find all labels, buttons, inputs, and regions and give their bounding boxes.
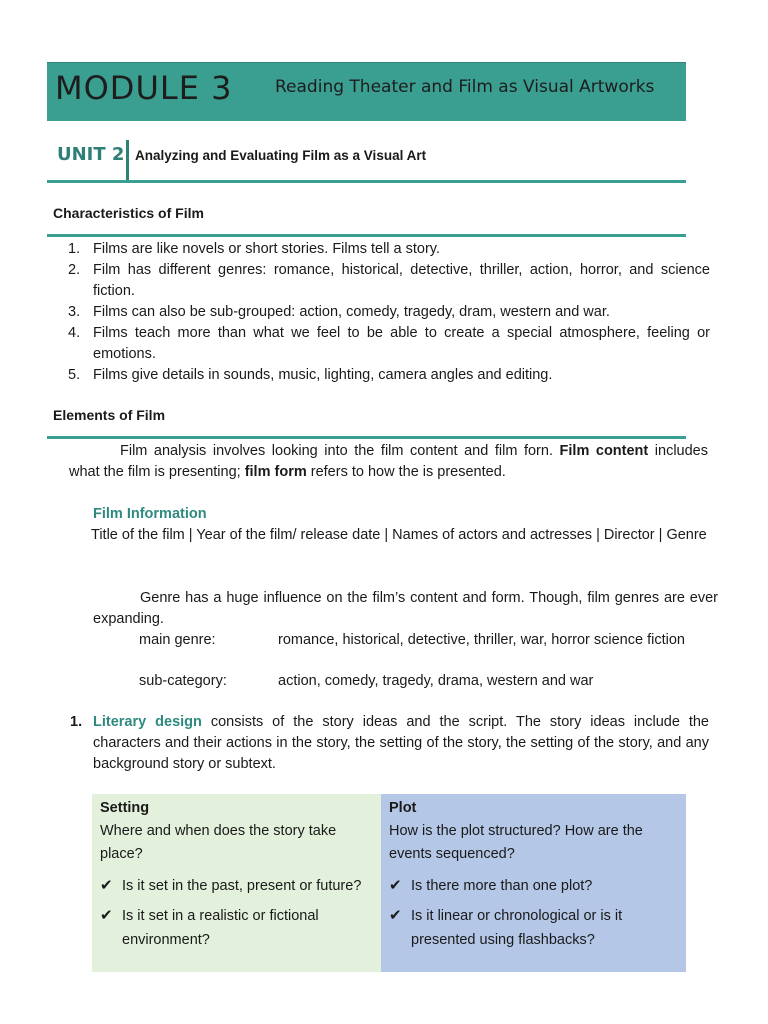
main-genre-value: romance, historical, detective, thriller, war, horror science fiction bbox=[278, 632, 685, 648]
sub-category-label: sub-category: bbox=[139, 673, 227, 689]
list-item: 3. Films can also be sub-grouped: action, comedy, tragedy, dram, western and war. bbox=[68, 304, 610, 320]
checkmark-icon: ✔ bbox=[389, 877, 402, 894]
plot-checklist bbox=[389, 874, 678, 952]
list-item: 4. Films teach more than what we feel to be able to create a special atmosphere, feeling or emotions. bbox=[68, 325, 710, 362]
checkmark-icon: ✔ bbox=[389, 907, 402, 924]
list-item: ✔ Is it set in the past, present or future? bbox=[100, 874, 373, 898]
setting-plot-table bbox=[92, 794, 686, 972]
setting-checklist bbox=[100, 874, 373, 952]
list-item: 5. Films give details in sounds, music, lighting, camera angles and editing. bbox=[68, 367, 553, 383]
unit-label: UNIT 2 bbox=[57, 144, 125, 165]
main-genre-label: main genre: bbox=[139, 632, 216, 648]
setting-question: Where and when does the story take place? bbox=[100, 823, 337, 862]
plot-question: How is the plot structured? How are the events sequenced? bbox=[389, 823, 643, 862]
setting-cell bbox=[92, 794, 381, 972]
characteristics-heading: Characteristics of Film bbox=[53, 205, 204, 221]
list-item: ✔ Is it set in a realistic or fictional environment? bbox=[100, 904, 373, 952]
literary-number: 1. bbox=[70, 714, 83, 730]
list-item: 2. Film has different genres: romance, historical, detective, thriller, action, horror, and science fiction. bbox=[68, 262, 710, 299]
module-banner bbox=[47, 62, 686, 121]
module-title: MODULE 3 bbox=[55, 69, 233, 107]
plot-heading: Plot bbox=[389, 800, 417, 816]
setting-heading: Setting bbox=[100, 800, 150, 816]
module-subtitle: Reading Theater and Film as Visual Artworks bbox=[275, 77, 655, 97]
plot-cell bbox=[381, 794, 686, 972]
characteristics-rule bbox=[47, 234, 686, 237]
list-item: ✔ Is there more than one plot? bbox=[389, 874, 678, 898]
list-item: 1. Films are like novels or short stories. Films tell a story. bbox=[68, 241, 441, 257]
checkmark-icon: ✔ bbox=[100, 907, 113, 924]
unit-rule bbox=[47, 180, 686, 183]
characteristics-list bbox=[68, 239, 710, 386]
unit-divider bbox=[126, 140, 129, 180]
elements-rule bbox=[47, 436, 686, 439]
list-item: ✔ Is it linear or chronological or is it presented using flashbacks? bbox=[389, 904, 678, 952]
unit-title: Analyzing and Evaluating Film as a Visual Art bbox=[135, 148, 427, 163]
literary-design-text: Literary design consists of the story ideas and the script. The story ideas include the characters and their actions in the story, the setting of the story, the setting of the story, and any background story or subtext. bbox=[93, 714, 709, 772]
film-info-heading: Film Information bbox=[93, 506, 207, 522]
sub-category-value: action, comedy, tragedy, drama, western and war bbox=[278, 673, 594, 689]
unit-header bbox=[47, 140, 686, 180]
genre-paragraph: Genre has a huge influence on the film’s content and form. Though, film genres are ever expanding. bbox=[93, 590, 718, 627]
elements-heading: Elements of Film bbox=[53, 407, 166, 423]
film-info-text: Title of the film | Year of the film/ release date | Names of actors and actresses | Director | Genre bbox=[91, 527, 707, 543]
checkmark-icon: ✔ bbox=[100, 877, 113, 894]
elements-intro: Film analysis involves looking into the film content and film forn. Film content includes what the film is presenting; film form refers to how the is presented. bbox=[69, 443, 708, 480]
